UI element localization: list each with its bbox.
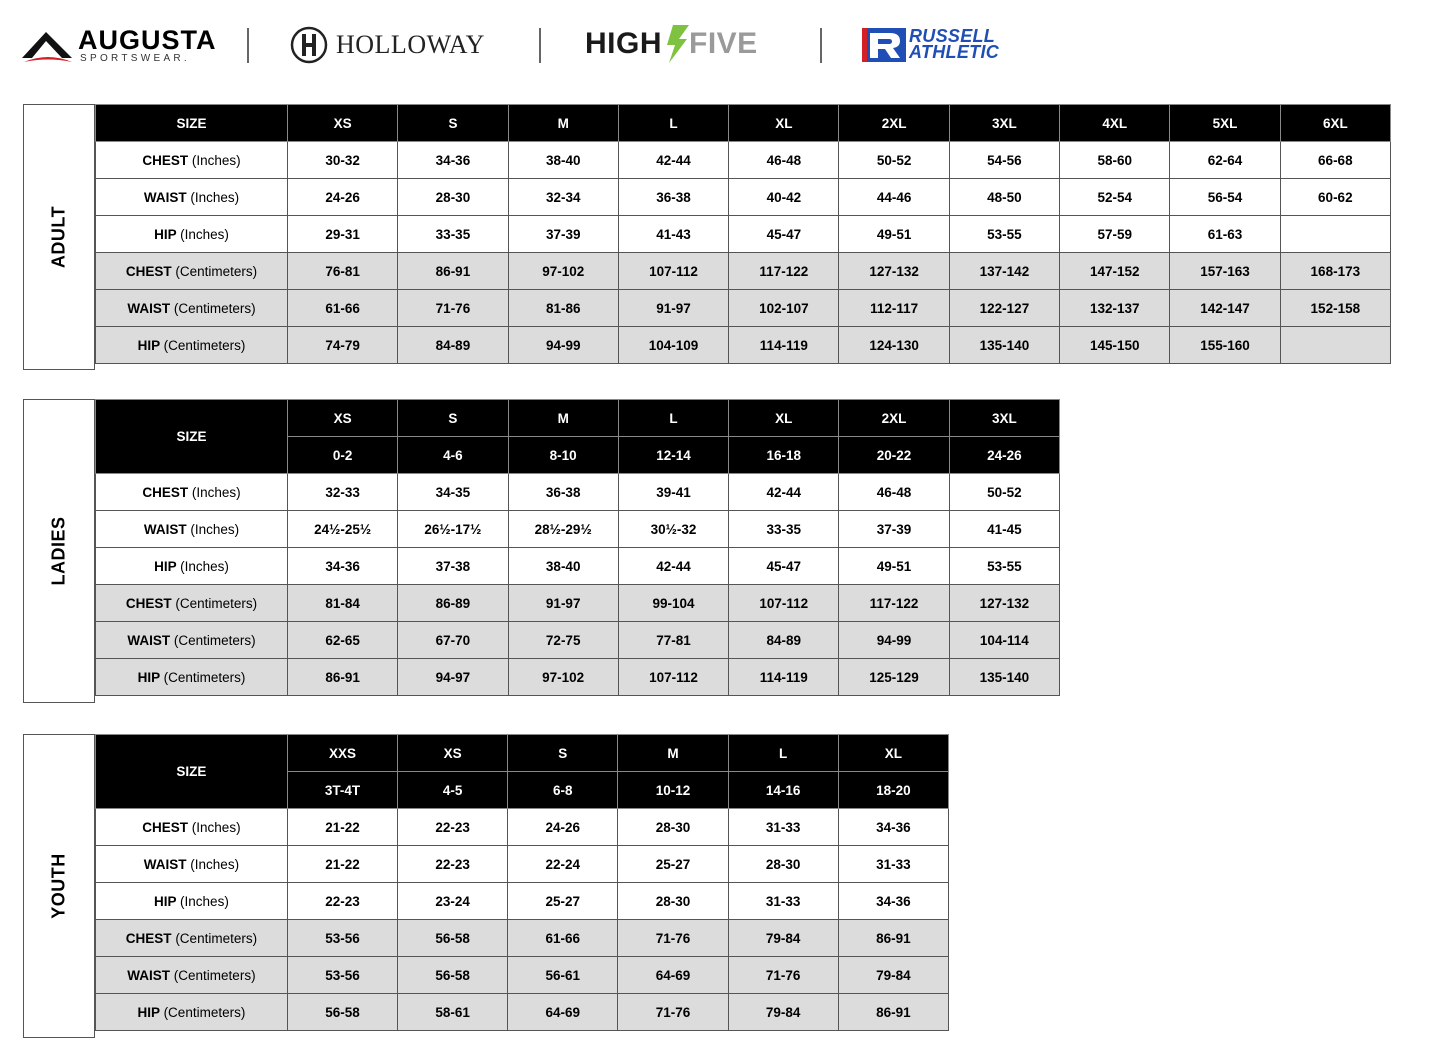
- measurement-label: [96, 327, 288, 364]
- numeric-size-header: 10-12: [618, 772, 728, 809]
- size-col-header: XS: [398, 735, 508, 772]
- measurement-unit: (Inches): [191, 819, 241, 835]
- measurement-unit: (Inches): [191, 484, 241, 500]
- size-value-cell: 49-51: [839, 216, 949, 253]
- size-value-cell: 45-47: [729, 216, 839, 253]
- size-col-header: 6XL: [1280, 105, 1390, 142]
- size-value-cell: 34-36: [838, 883, 948, 920]
- size-value-cell: 41-43: [618, 216, 728, 253]
- measurement-label: [96, 142, 288, 179]
- measurement-label: [96, 474, 288, 511]
- size-value-cell: 30½-32: [618, 511, 728, 548]
- size-value-cell: 49-51: [839, 548, 949, 585]
- size-value-cell: 31-33: [728, 883, 838, 920]
- measurement-row: [96, 846, 949, 883]
- measurement-row: [96, 920, 949, 957]
- size-value-cell: 135-140: [949, 659, 1059, 696]
- size-header-row: [96, 735, 949, 772]
- size-value-cell: 38-40: [508, 548, 618, 585]
- russell-line1: RUSSELL: [909, 26, 996, 46]
- measurement-unit: (Centimeters): [175, 930, 258, 946]
- size-value-cell: 45-47: [729, 548, 839, 585]
- size-value-cell: 74-79: [288, 327, 398, 364]
- measurement-row: [96, 474, 1060, 511]
- size-header: SIZE: [96, 735, 288, 809]
- size-value-cell: 28½-29½: [508, 511, 618, 548]
- size-value-cell: 29-31: [288, 216, 398, 253]
- size-value-cell: 114-119: [729, 327, 839, 364]
- size-col-header: 3XL: [949, 400, 1059, 437]
- measurement-unit: (Inches): [190, 521, 240, 537]
- size-value-cell: 37-39: [839, 511, 949, 548]
- measurement-label: [96, 179, 288, 216]
- measurement-unit: (Centimeters): [175, 263, 258, 279]
- size-col-header: L: [618, 105, 728, 142]
- size-value-cell: 71-76: [618, 994, 728, 1031]
- measurement-row: [96, 957, 949, 994]
- size-value-cell: 122-127: [949, 290, 1059, 327]
- numeric-size-header: 8-10: [508, 437, 618, 474]
- measurement-label: [96, 659, 288, 696]
- size-value-cell: 56-58: [287, 994, 397, 1031]
- highfive-logo: [585, 25, 785, 65]
- measurement-label: [96, 511, 288, 548]
- size-value-cell: 99-104: [618, 585, 728, 622]
- size-value-cell: 86-91: [287, 659, 397, 696]
- size-value-cell: 117-122: [839, 585, 949, 622]
- size-value-cell: 21-22: [287, 809, 397, 846]
- size-header-row: [96, 400, 1060, 437]
- size-value-cell: 41-45: [949, 511, 1059, 548]
- size-col-header: 3XL: [949, 105, 1059, 142]
- measurement-row: [96, 327, 1391, 364]
- size-value-cell: 132-137: [1060, 290, 1170, 327]
- size-value-cell: 86-91: [838, 920, 948, 957]
- size-value-cell: 117-122: [729, 253, 839, 290]
- measurement-unit: (Inches): [180, 558, 229, 574]
- size-value-cell: 50-52: [839, 142, 949, 179]
- size-value-cell: 36-38: [618, 179, 728, 216]
- holloway-shield-icon: [290, 25, 328, 65]
- measurement-name: HIP: [154, 558, 177, 574]
- size-value-cell: 22-23: [398, 809, 508, 846]
- measurement-unit: (Inches): [180, 893, 229, 909]
- size-value-cell: 84-89: [729, 622, 839, 659]
- size-value-cell: 57-59: [1060, 216, 1170, 253]
- size-value-cell: 24-26: [288, 179, 398, 216]
- size-value-cell: 34-36: [838, 809, 948, 846]
- size-value-cell: 40-42: [729, 179, 839, 216]
- size-value-cell: 76-81: [288, 253, 398, 290]
- measurement-name: CHEST: [142, 484, 189, 500]
- measurement-name: WAIST: [127, 632, 171, 648]
- size-value-cell: 42-44: [618, 142, 728, 179]
- size-value-cell: 46-48: [729, 142, 839, 179]
- size-value-cell: 46-48: [839, 474, 949, 511]
- size-col-header: XS: [287, 400, 397, 437]
- numeric-size-header: 6-8: [508, 772, 618, 809]
- size-value-cell: 97-102: [508, 659, 618, 696]
- measurement-row: [96, 883, 949, 920]
- size-value-cell: 127-132: [839, 253, 949, 290]
- size-value-cell: 25-27: [618, 846, 728, 883]
- size-value-cell: 61-66: [508, 920, 618, 957]
- size-col-header: XL: [729, 105, 839, 142]
- size-value-cell: 124-130: [839, 327, 949, 364]
- size-value-cell: 33-35: [729, 511, 839, 548]
- size-value-cell: 56-58: [398, 920, 508, 957]
- size-value-cell: 97-102: [508, 253, 618, 290]
- size-col-header: M: [618, 735, 728, 772]
- size-value-cell: 112-117: [839, 290, 949, 327]
- measurement-name: CHEST: [142, 819, 189, 835]
- measurement-row: [96, 994, 949, 1031]
- size-value-cell: 36-38: [508, 474, 618, 511]
- measurement-row: [96, 253, 1391, 290]
- size-value-cell: 107-112: [618, 659, 728, 696]
- measurement-unit: (Centimeters): [163, 1004, 246, 1020]
- size-value-cell: 58-60: [1060, 142, 1170, 179]
- size-value-cell: 114-119: [729, 659, 839, 696]
- size-col-header: S: [398, 105, 508, 142]
- russell-athletic-logo: [862, 26, 1037, 66]
- numeric-size-header: 0-2: [287, 437, 397, 474]
- measurement-name: HIP: [137, 337, 160, 353]
- size-value-cell: 32-34: [508, 179, 618, 216]
- logo-divider: [247, 28, 249, 63]
- size-col-header: 5XL: [1170, 105, 1280, 142]
- measurement-row: [96, 548, 1060, 585]
- size-value-cell: 62-64: [1170, 142, 1280, 179]
- size-value-cell: 54-56: [949, 142, 1059, 179]
- holloway-logo: [290, 25, 502, 65]
- measurement-name: HIP: [154, 226, 177, 242]
- logo-divider: [820, 28, 822, 63]
- brand-logo-bar: [0, 0, 1445, 90]
- size-value-cell: 37-38: [398, 548, 508, 585]
- augusta-mountain-icon: [22, 28, 74, 64]
- size-value-cell: 60-62: [1280, 179, 1390, 216]
- augusta-sub: SPORTSWEAR.: [80, 53, 191, 64]
- measurement-name: HIP: [154, 893, 177, 909]
- size-value-cell: 37-39: [508, 216, 618, 253]
- numeric-size-header: 20-22: [839, 437, 949, 474]
- size-value-cell: 53-55: [949, 548, 1059, 585]
- size-header: SIZE: [96, 105, 288, 142]
- size-value-cell: 125-129: [839, 659, 949, 696]
- size-value-cell: 107-112: [729, 585, 839, 622]
- size-col-header: 2XL: [839, 105, 949, 142]
- measurement-label: [96, 253, 288, 290]
- size-value-cell: 26½-17½: [398, 511, 508, 548]
- adult-section-label: ADULT: [23, 104, 95, 370]
- size-value-cell: 21-22: [287, 846, 397, 883]
- size-value-cell: 71-76: [728, 957, 838, 994]
- measurement-unit: (Inches): [180, 226, 229, 242]
- numeric-size-header: 4-6: [398, 437, 508, 474]
- size-value-cell: 64-69: [618, 957, 728, 994]
- numeric-size-header: 16-18: [729, 437, 839, 474]
- size-value-cell: 145-150: [1060, 327, 1170, 364]
- measurement-unit: (Inches): [190, 189, 240, 205]
- size-value-cell: 137-142: [949, 253, 1059, 290]
- highfive-five: FIVE: [689, 27, 758, 60]
- measurement-row: [96, 585, 1060, 622]
- numeric-size-header: 18-20: [838, 772, 948, 809]
- measurement-name: WAIST: [127, 300, 171, 316]
- measurement-unit: (Centimeters): [163, 669, 246, 685]
- size-value-cell: 25-27: [508, 883, 618, 920]
- size-header: SIZE: [96, 400, 288, 474]
- size-value-cell: 22-23: [398, 846, 508, 883]
- size-value-cell: 81-86: [508, 290, 618, 327]
- measurement-name: CHEST: [125, 930, 172, 946]
- size-value-cell: 104-114: [949, 622, 1059, 659]
- size-col-header: S: [398, 400, 508, 437]
- size-value-cell: 52-54: [1060, 179, 1170, 216]
- size-value-cell: 147-152: [1060, 253, 1170, 290]
- size-value-cell: 28-30: [618, 809, 728, 846]
- size-value-cell: 84-89: [398, 327, 508, 364]
- size-value-cell: 22-23: [287, 883, 397, 920]
- size-header-row: [96, 105, 1391, 142]
- size-value-cell: 79-84: [728, 994, 838, 1031]
- size-value-cell: 62-65: [287, 622, 397, 659]
- measurement-label: [96, 846, 288, 883]
- measurement-label: [96, 883, 288, 920]
- size-col-header: 2XL: [839, 400, 949, 437]
- measurement-name: WAIST: [143, 521, 187, 537]
- measurement-label: [96, 994, 288, 1031]
- size-value-cell: 86-91: [398, 253, 508, 290]
- lightning-bolt-icon: [667, 25, 689, 63]
- size-value-cell: 168-173: [1280, 253, 1390, 290]
- size-value-cell: 152-158: [1280, 290, 1390, 327]
- measurement-row: [96, 290, 1391, 327]
- size-value-cell: 58-61: [398, 994, 508, 1031]
- size-value-cell: 64-69: [508, 994, 618, 1031]
- size-col-header: 4XL: [1060, 105, 1170, 142]
- measurement-label: [96, 290, 288, 327]
- measurement-unit: (Centimeters): [175, 595, 258, 611]
- size-value-cell: 77-81: [618, 622, 728, 659]
- size-value-cell: 56-58: [398, 957, 508, 994]
- measurement-unit: (Inches): [190, 856, 240, 872]
- adult-size-table: [95, 104, 1391, 364]
- highfive-high: HIGH: [585, 27, 662, 60]
- size-value-cell: 31-33: [838, 846, 948, 883]
- measurement-label: [96, 585, 288, 622]
- size-value-cell: 30-32: [288, 142, 398, 179]
- size-col-header: L: [728, 735, 838, 772]
- measurement-unit: (Centimeters): [173, 632, 256, 648]
- measurement-name: WAIST: [143, 189, 187, 205]
- size-value-cell: 94-97: [398, 659, 508, 696]
- size-col-header: XS: [288, 105, 398, 142]
- size-col-header: XL: [838, 735, 948, 772]
- size-value-cell: 56-61: [508, 957, 618, 994]
- size-value-cell: 39-41: [618, 474, 728, 511]
- size-value-cell: 24-26: [508, 809, 618, 846]
- measurement-name: WAIST: [127, 967, 171, 983]
- measurement-name: CHEST: [142, 152, 189, 168]
- russell-line2: ATHLETIC: [909, 42, 1000, 62]
- size-value-cell: 86-91: [838, 994, 948, 1031]
- size-value-cell: 157-163: [1170, 253, 1280, 290]
- size-value-cell: 23-24: [398, 883, 508, 920]
- size-value-cell: 34-36: [398, 142, 508, 179]
- size-value-cell: [1280, 216, 1390, 253]
- adult-size-section: [23, 104, 1391, 370]
- size-value-cell: 94-99: [508, 327, 618, 364]
- measurement-label: [96, 622, 288, 659]
- size-col-header: L: [618, 400, 728, 437]
- augusta-name: AUGUSTA: [78, 25, 217, 55]
- ladies-section-label: LADIES: [23, 399, 95, 703]
- size-value-cell: 48-50: [949, 179, 1059, 216]
- numeric-size-header: 24-26: [949, 437, 1059, 474]
- measurement-unit: (Centimeters): [163, 337, 246, 353]
- size-value-cell: 24½-25½: [287, 511, 397, 548]
- size-value-cell: 53-56: [287, 920, 397, 957]
- measurement-label: [96, 920, 288, 957]
- size-value-cell: 28-30: [618, 883, 728, 920]
- size-value-cell: 127-132: [949, 585, 1059, 622]
- size-value-cell: 61-66: [288, 290, 398, 327]
- augusta-logo: [22, 25, 217, 65]
- size-value-cell: 56-54: [1170, 179, 1280, 216]
- measurement-name: WAIST: [143, 856, 187, 872]
- size-value-cell: 102-107: [729, 290, 839, 327]
- measurement-name: HIP: [137, 1004, 160, 1020]
- holloway-name: HOLLOWAY: [336, 30, 485, 59]
- measurement-row: [96, 622, 1060, 659]
- logo-divider: [539, 28, 541, 63]
- ladies-size-table: [95, 399, 1060, 696]
- size-col-header: XL: [729, 400, 839, 437]
- size-value-cell: 72-75: [508, 622, 618, 659]
- measurement-row: [96, 809, 949, 846]
- russell-r-icon: [862, 28, 906, 62]
- size-value-cell: 42-44: [729, 474, 839, 511]
- size-value-cell: 32-33: [287, 474, 397, 511]
- measurement-unit: (Centimeters): [173, 300, 256, 316]
- measurement-label: [96, 957, 288, 994]
- measurement-row: [96, 179, 1391, 216]
- size-value-cell: 38-40: [508, 142, 618, 179]
- measurement-unit: (Centimeters): [173, 967, 256, 983]
- size-value-cell: 71-76: [618, 920, 728, 957]
- ladies-size-section: [23, 399, 1060, 703]
- size-col-header: S: [508, 735, 618, 772]
- measurement-row: [96, 142, 1391, 179]
- numeric-size-header: 4-5: [398, 772, 508, 809]
- size-value-cell: 155-160: [1170, 327, 1280, 364]
- numeric-size-header: 3T-4T: [287, 772, 397, 809]
- size-value-cell: 50-52: [949, 474, 1059, 511]
- size-value-cell: 79-84: [838, 957, 948, 994]
- size-value-cell: 33-35: [398, 216, 508, 253]
- size-value-cell: 91-97: [508, 585, 618, 622]
- measurement-row: [96, 511, 1060, 548]
- size-value-cell: 135-140: [949, 327, 1059, 364]
- measurement-label: [96, 216, 288, 253]
- size-value-cell: 31-33: [728, 809, 838, 846]
- measurement-unit: (Inches): [191, 152, 241, 168]
- size-value-cell: 44-46: [839, 179, 949, 216]
- size-col-header: XXS: [287, 735, 397, 772]
- size-value-cell: 81-84: [287, 585, 397, 622]
- size-value-cell: 104-109: [618, 327, 728, 364]
- size-value-cell: 28-30: [728, 846, 838, 883]
- measurement-name: HIP: [137, 669, 160, 685]
- size-col-header: M: [508, 400, 618, 437]
- size-value-cell: 22-24: [508, 846, 618, 883]
- size-value-cell: 28-30: [398, 179, 508, 216]
- size-value-cell: 71-76: [398, 290, 508, 327]
- size-value-cell: 53-55: [949, 216, 1059, 253]
- size-col-header: M: [508, 105, 618, 142]
- youth-size-table: [95, 734, 949, 1031]
- size-value-cell: 142-147: [1170, 290, 1280, 327]
- measurement-row: [96, 216, 1391, 253]
- youth-size-section: [23, 734, 949, 1038]
- size-value-cell: 107-112: [618, 253, 728, 290]
- size-value-cell: 61-63: [1170, 216, 1280, 253]
- size-value-cell: 91-97: [618, 290, 728, 327]
- size-value-cell: 34-36: [287, 548, 397, 585]
- size-value-cell: 34-35: [398, 474, 508, 511]
- size-value-cell: 66-68: [1280, 142, 1390, 179]
- size-value-cell: 94-99: [839, 622, 949, 659]
- size-value-cell: 53-56: [287, 957, 397, 994]
- size-value-cell: [1280, 327, 1390, 364]
- size-value-cell: 79-84: [728, 920, 838, 957]
- size-value-cell: 86-89: [398, 585, 508, 622]
- measurement-name: CHEST: [125, 595, 172, 611]
- measurement-label: [96, 809, 288, 846]
- measurement-name: CHEST: [125, 263, 172, 279]
- numeric-size-header: 14-16: [728, 772, 838, 809]
- measurement-row: [96, 659, 1060, 696]
- numeric-size-header: 12-14: [618, 437, 728, 474]
- size-value-cell: 67-70: [398, 622, 508, 659]
- size-value-cell: 42-44: [618, 548, 728, 585]
- youth-section-label: YOUTH: [23, 734, 95, 1038]
- measurement-label: [96, 548, 288, 585]
